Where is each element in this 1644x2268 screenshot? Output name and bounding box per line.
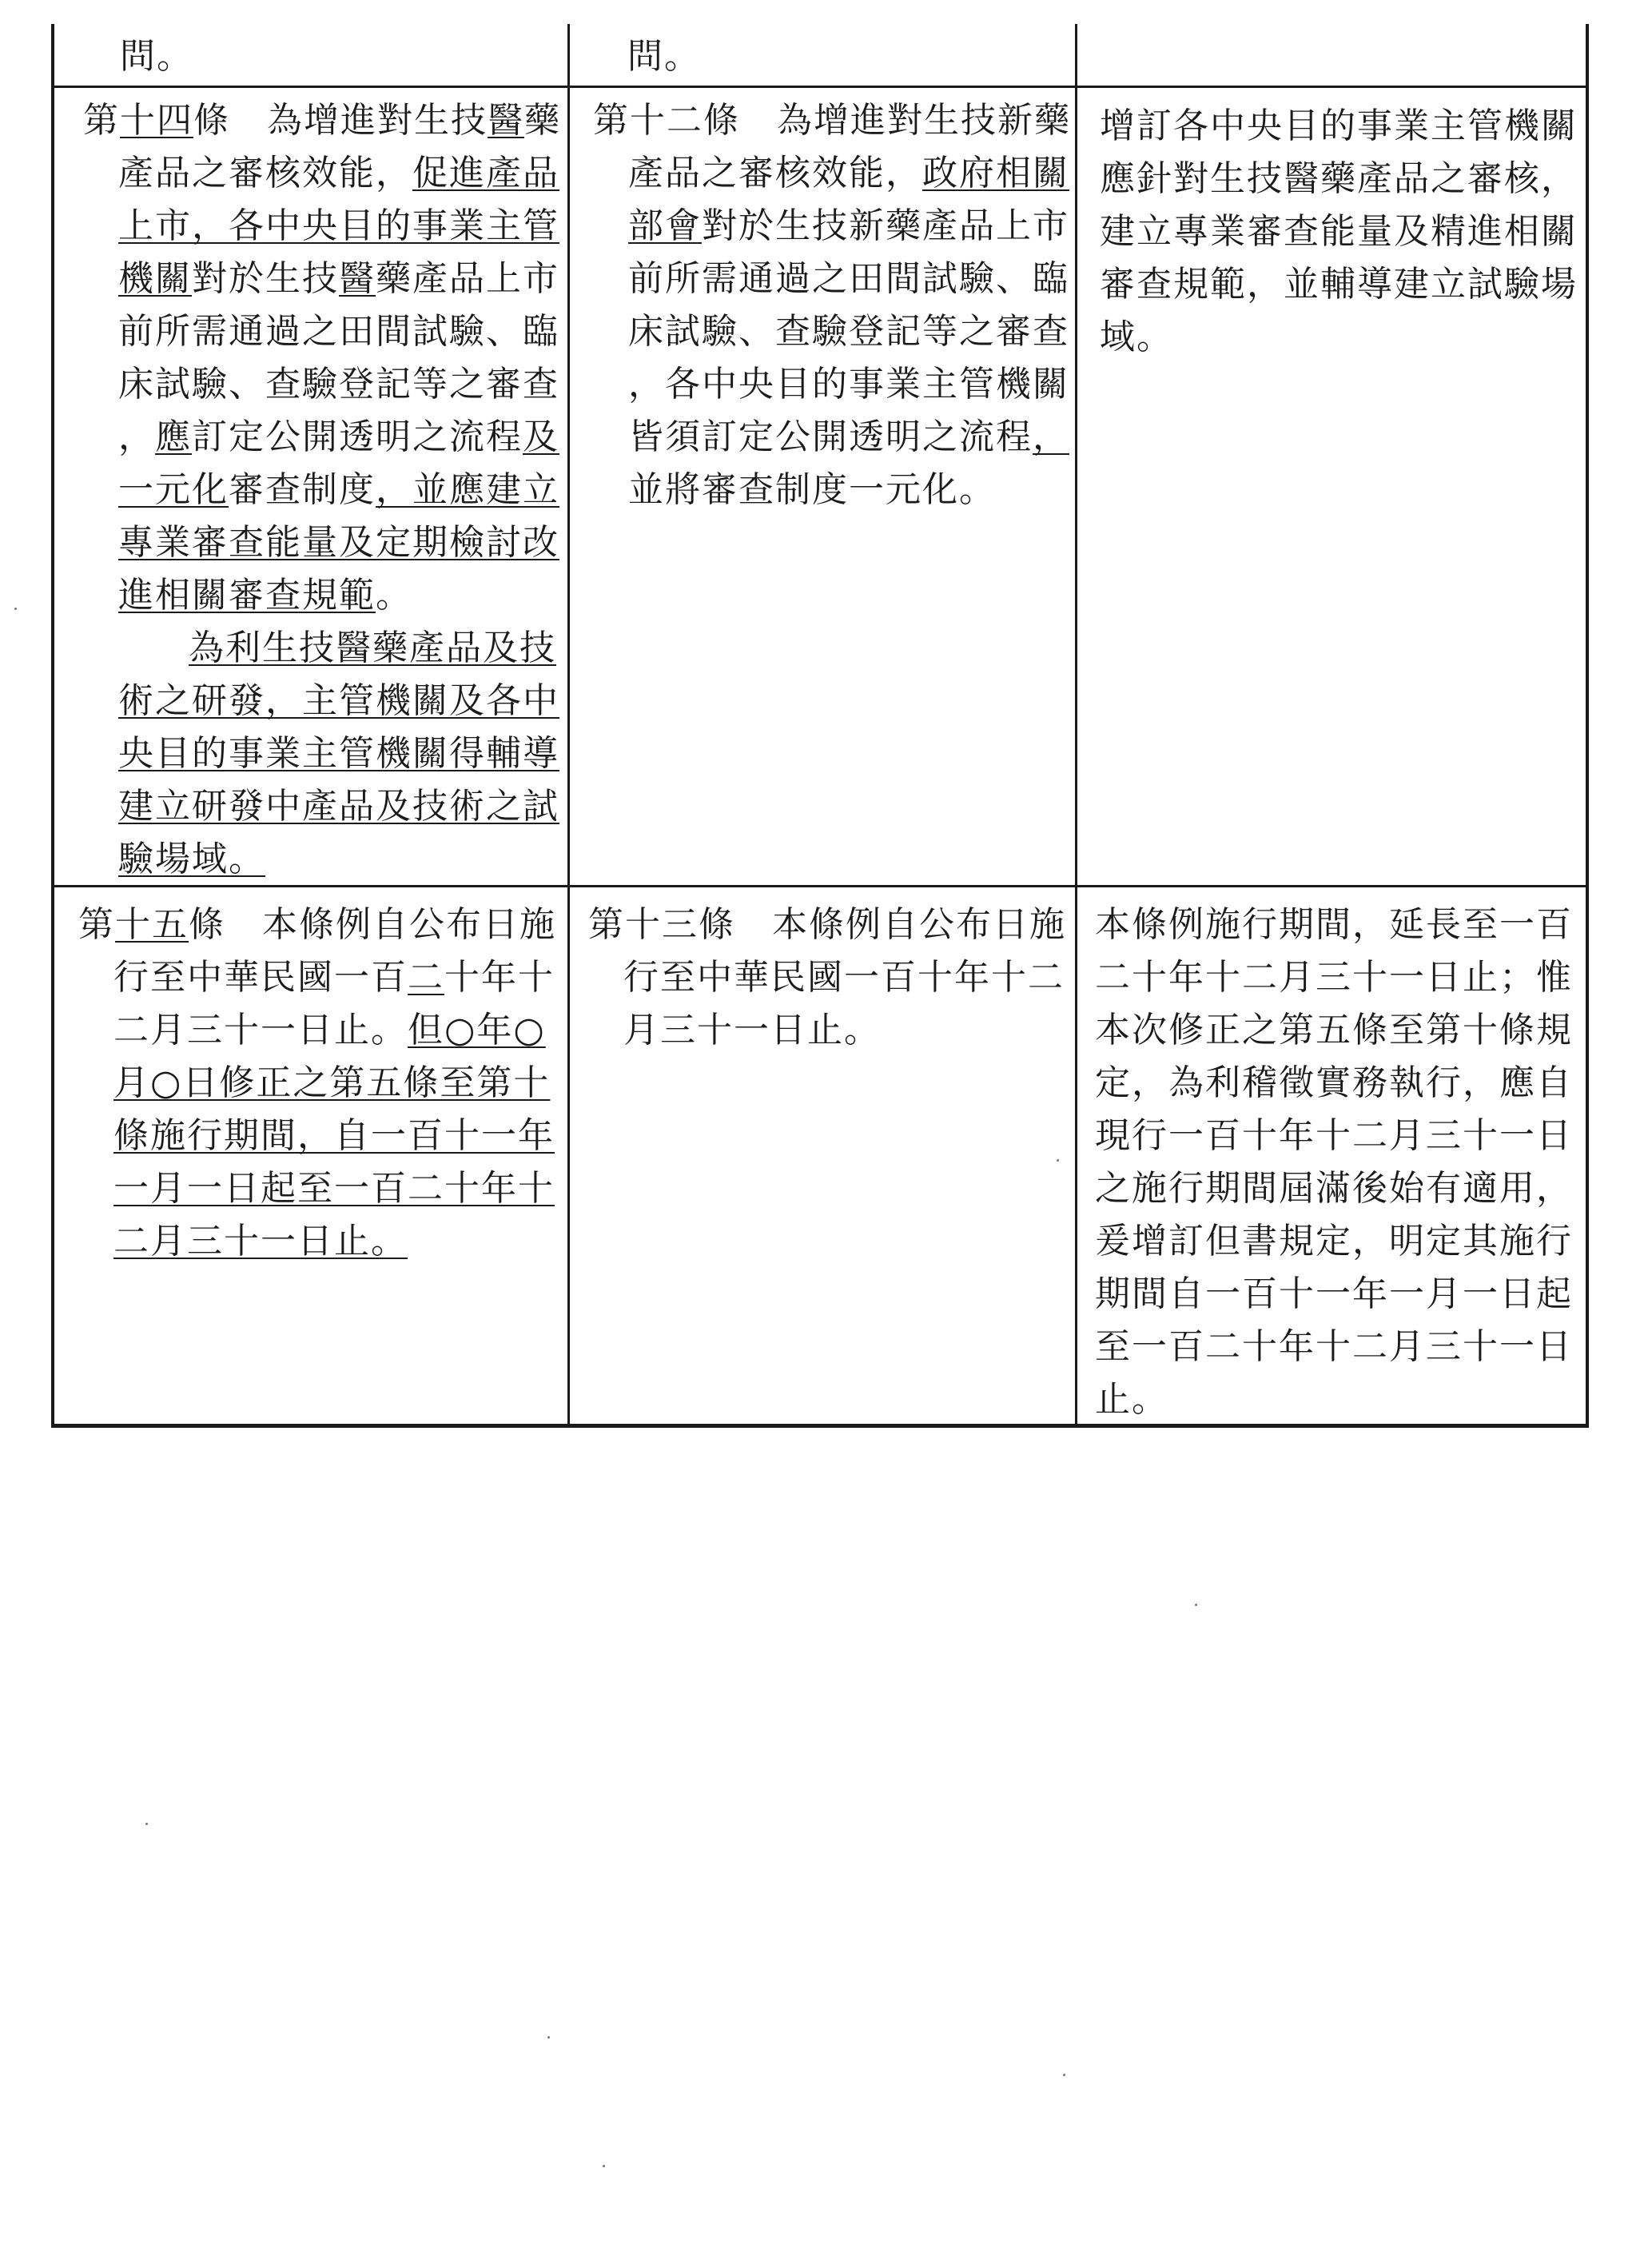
text-line: 一月一日起至一百二十年十 <box>113 1168 555 1209</box>
text-line: 至一百二十年十二月三十一日 <box>1095 1326 1573 1367</box>
text-line: ，各中央目的事業主管機關 <box>628 364 1069 405</box>
text-line: 二月三十一日止。 <box>113 1221 408 1262</box>
text-line: 並將審查制度一元化。 <box>628 469 996 510</box>
text-line: 建立專業審查能量及精進相關 <box>1100 211 1578 252</box>
row0-col1-text: 問。 <box>120 36 193 77</box>
text-line: 專業審查能量及定期檢討改 <box>118 522 559 563</box>
text-line: 爰增訂但書規定，明定其施行 <box>1095 1221 1573 1262</box>
text-line: 建立研發中產品及技術之試 <box>118 786 559 827</box>
text-line: 上市，各中央目的事業主管 <box>118 205 559 246</box>
text-line: 現行一百十年十二月三十一日 <box>1095 1115 1573 1156</box>
text-line: 央目的事業主管機關得輔導 <box>118 733 559 774</box>
text-line: 月三十一日止。 <box>623 1010 881 1050</box>
text-line: 床試驗、查驗登記等之審查 <box>628 311 1069 352</box>
text-line: 本條例施行期間，延長至一百 <box>1095 904 1573 945</box>
text-line: 第十四條 為增進對生技醫藥 <box>83 100 561 141</box>
text-line: 域。 <box>1100 317 1173 357</box>
text-line: 第十二條 為增進對生技新藥 <box>593 100 1071 141</box>
current-article-13 <box>588 899 1068 1057</box>
text-line: 第十五條 本條例自公布日施 <box>78 904 556 945</box>
scan-speck <box>14 608 17 610</box>
explanation-article-15 <box>1095 899 1582 1426</box>
scan-speck <box>1195 1604 1197 1606</box>
scan-speck <box>1063 2074 1065 2076</box>
current-article-12 <box>593 94 1073 516</box>
text-line: 前所需通過之田間試驗、臨 <box>118 311 559 352</box>
text-line: 進相關審查規範。 <box>118 575 412 616</box>
column-divider <box>1075 24 1077 1428</box>
text-line: 二十年十二月三十一日止；惟 <box>1095 957 1573 998</box>
text-line: ，應訂定公開透明之流程及 <box>118 417 559 457</box>
text-line: 一元化審查制度，並應建立 <box>118 469 559 510</box>
text-line: 前所需通過之田間試驗、臨 <box>628 258 1069 299</box>
text-line: 條施行期間，自一百十一年 <box>113 1115 555 1156</box>
scan-speck <box>1057 1159 1059 1162</box>
text-line: 產品之審核效能，政府相關 <box>628 153 1069 193</box>
scan-speck <box>547 2036 550 2039</box>
explanation-article-14 <box>1100 100 1579 364</box>
amended-article-14 <box>83 94 563 886</box>
text-line: 驗場域。 <box>118 839 265 879</box>
text-line: 之施行期間屆滿後始有適用， <box>1095 1168 1573 1209</box>
text-line: 第十三條 本條例自公布日施 <box>588 904 1066 945</box>
text-line: 行至中華民國一百二十年十 <box>113 957 555 998</box>
text-line: 為利生技醫藥產品及技 <box>189 628 556 668</box>
text-line: 機關對於生技醫藥產品上市 <box>118 258 559 299</box>
text-line: 期間自一百十一年一月一日起 <box>1095 1274 1573 1314</box>
text-line: 部會對於生技新藥產品上市 <box>628 205 1069 246</box>
text-line: 月○日修正之第五條至第十 <box>113 1062 551 1103</box>
column-divider <box>567 24 570 1428</box>
text-line: 本次修正之第五條至第十條規 <box>1095 1010 1573 1050</box>
row0-col2-text: 問。 <box>627 36 701 77</box>
text-line: 二月三十一日止。但○年○ <box>113 1010 546 1050</box>
text-line: 止。 <box>1095 1379 1168 1420</box>
text-line: 行至中華民國一百十年十二 <box>623 957 1065 998</box>
text-line: 術之研發，主管機關及各中 <box>118 680 559 721</box>
row-divider <box>51 86 1589 88</box>
text-line: 增訂各中央目的事業主管機關 <box>1100 106 1578 146</box>
scan-speck <box>145 1823 148 1825</box>
text-line: 皆須訂定公開透明之流程， <box>628 417 1069 457</box>
scan-speck <box>603 2165 605 2167</box>
text-line: 床試驗、查驗登記等之審查 <box>118 364 559 405</box>
text-line: 產品之審核效能，促進產品 <box>118 153 559 193</box>
text-line: 審查規範，並輔導建立試驗場 <box>1100 264 1578 305</box>
text-line: 定，為利稽徵實務執行，應自 <box>1095 1062 1573 1103</box>
text-line: 應針對生技醫藥產品之審核， <box>1100 158 1578 199</box>
amended-article-15 <box>78 899 566 1268</box>
